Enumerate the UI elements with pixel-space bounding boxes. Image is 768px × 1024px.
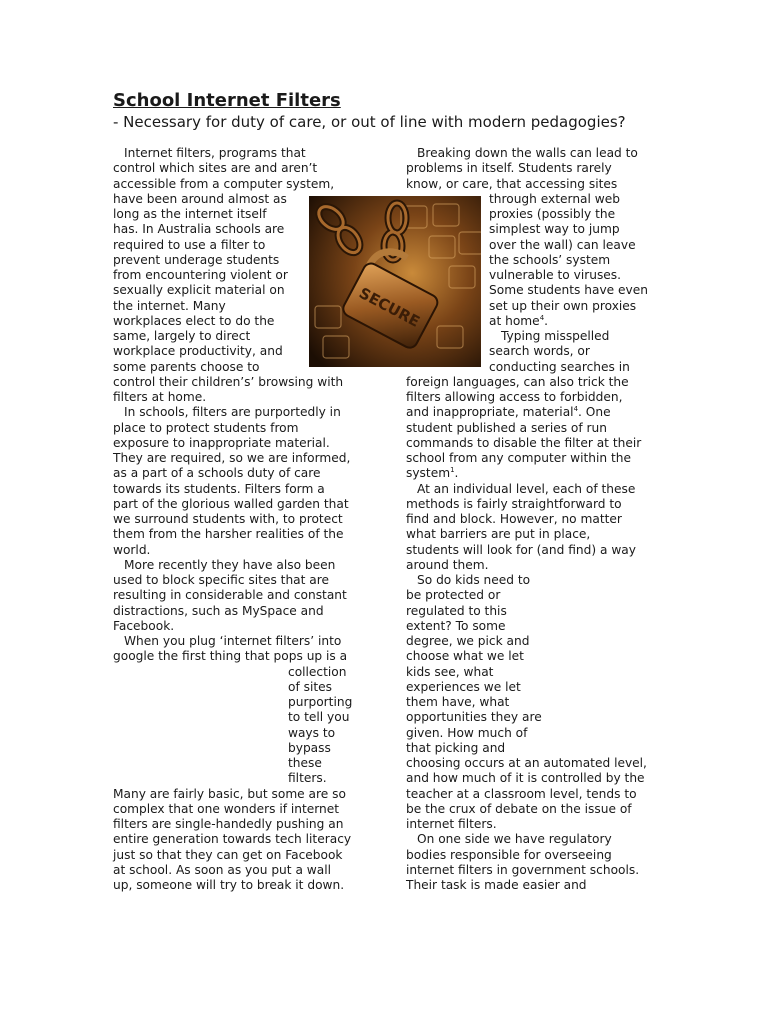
- footnote-marker: 4: [539, 314, 545, 322]
- text-line: system$^1$.: [406, 466, 459, 480]
- text-line: world.: [113, 543, 151, 557]
- text-line: entire generation towards tech literacy: [113, 832, 352, 846]
- text-line: complex that one wonders if internet: [113, 802, 340, 816]
- text-line: up, someone will try to break it down.: [113, 878, 345, 892]
- text-line: At an individual level, each of these: [417, 482, 636, 496]
- text-line: set up their own proxies: [489, 299, 637, 313]
- text-line: choose what we let: [406, 649, 524, 663]
- text-line: find and block. However, no matter: [406, 512, 622, 526]
- text-line: More recently they have also been: [124, 558, 336, 572]
- text-line: the internet. Many: [113, 299, 226, 313]
- text-line: over the wall) can leave: [489, 238, 636, 252]
- text-line: control which sites are and aren’t: [113, 161, 318, 175]
- text-line: search words, or: [489, 344, 590, 358]
- svg-text:SECURE: SECURE: [356, 283, 423, 331]
- text-line: problems in itself. Students rarely: [406, 161, 612, 175]
- text-line: filters are single-handedly pushing an: [113, 817, 344, 831]
- text-line: given. How much of: [406, 726, 528, 740]
- text-line: Facebook.: [113, 619, 175, 633]
- text-line: They are required, so we are informed,: [113, 451, 351, 465]
- text-line: When you plug ‘internet filters’ into: [124, 634, 342, 648]
- text-line: control their children’s’ browsing with: [113, 375, 344, 389]
- text-line: internet filters in government schools.: [406, 863, 640, 877]
- text-line: Some students have even: [489, 283, 648, 297]
- text-line: bypass: [288, 741, 331, 755]
- text-line: school from any computer within the: [406, 451, 631, 465]
- text-line: foreign languages, can also trick the: [406, 375, 629, 389]
- text-line: we surround students with, to protect: [113, 512, 343, 526]
- text-line: commands to disable the filter at their: [406, 436, 642, 450]
- text-line: conducting searches in: [489, 360, 630, 374]
- text-line: simplest way to jump: [489, 222, 620, 236]
- text-line: them have, what: [406, 695, 510, 709]
- text-line: students will look for (and find) a way: [406, 543, 636, 557]
- text-line: used to block specific sites that are: [113, 573, 329, 587]
- text-line: the schools’ system: [489, 253, 611, 267]
- text-line: just so that they can get on Facebook: [113, 848, 343, 862]
- text-line: and how much of it is controlled by the: [406, 771, 645, 785]
- article-title: School Internet Filters: [113, 90, 341, 111]
- text-line: towards its students. Filters form a: [113, 482, 325, 496]
- text-line: regulated to this: [406, 604, 507, 618]
- text-line: purporting: [288, 695, 353, 709]
- padlock-chain-icon: [309, 196, 481, 367]
- text-line: and inappropriate, material$^4$. One: [406, 405, 611, 419]
- text-line: Internet filters, programs that: [124, 146, 306, 160]
- text-line: workplace productivity, and: [113, 344, 283, 358]
- text-line: degree, we pick and: [406, 634, 530, 648]
- text-line: be protected or: [406, 588, 501, 602]
- text-line: filters.: [288, 771, 327, 785]
- text-line: same, largely to direct: [113, 329, 251, 343]
- text-line: methods is fairly straightforward to: [406, 497, 622, 511]
- text-line: distractions, such as MySpace and: [113, 604, 324, 618]
- text-line: them from the harsher realities of the: [113, 527, 344, 541]
- text-line: have been around almost as: [113, 192, 287, 206]
- text-line: of sites: [288, 680, 332, 694]
- text-line: to tell you: [288, 710, 350, 724]
- text-line: at home$^4$.: [489, 314, 549, 328]
- text-line: has. In Australia schools are: [113, 222, 285, 236]
- text-line: workplaces elect to do the: [113, 314, 275, 328]
- text-line: In schools, filters are purportedly in: [124, 405, 341, 419]
- padlock-photo: [309, 196, 481, 367]
- text-line: Many are fairly basic, but some are so: [113, 787, 346, 801]
- text-line: what barriers are put in place,: [406, 527, 591, 541]
- text-line: filters allowing access to forbidden,: [406, 390, 623, 404]
- text-line: proxies (possibly the: [489, 207, 616, 221]
- text-line: kids see, what: [406, 665, 494, 679]
- text-line: some parents choose to: [113, 360, 260, 374]
- text-line: through external web: [489, 192, 620, 206]
- text-line: google the first thing that pops up is a: [113, 649, 348, 663]
- text-line: required to use a filter to: [113, 238, 266, 252]
- text-line: filters at home.: [113, 390, 207, 404]
- text-line: prevent underage students: [113, 253, 280, 267]
- footnote-marker: 4: [573, 405, 579, 413]
- text-line: experiences we let: [406, 680, 521, 694]
- text-line: teacher at a classroom level, tends to: [406, 787, 637, 801]
- text-line: ways to: [288, 726, 336, 740]
- text-line: Their task is made easier and: [406, 878, 587, 892]
- text-line: extent? To some: [406, 619, 506, 633]
- text-line: that picking and: [406, 741, 506, 755]
- text-line: exposure to inappropriate material.: [113, 436, 330, 450]
- text-line: Breaking down the walls can lead to: [417, 146, 638, 160]
- text-line: resulting in considerable and constant: [113, 588, 347, 602]
- article-subtitle: - Necessary for duty of care, or out of line with modern pedagogies?: [113, 113, 626, 131]
- text-line: Typing misspelled: [501, 329, 610, 343]
- text-line: On one side we have regulatory: [417, 832, 612, 846]
- text-line: student published a series of run: [406, 421, 608, 435]
- text-line: place to protect students from: [113, 421, 299, 435]
- text-line: be the crux of debate on the issue of: [406, 802, 632, 816]
- text-line: around them.: [406, 558, 489, 572]
- text-line: accessible from a computer system,: [113, 177, 335, 191]
- text-line: sexually explicit material on: [113, 283, 285, 297]
- text-line: collection: [288, 665, 347, 679]
- text-line: as a part of a schools duty of care: [113, 466, 321, 480]
- text-line: from encountering violent or: [113, 268, 288, 282]
- text-line: opportunities they are: [406, 710, 542, 724]
- text-line: vulnerable to viruses.: [489, 268, 622, 282]
- footnote-marker: 1: [450, 466, 455, 474]
- text-line: know, or care, that accessing sites: [406, 177, 618, 191]
- text-line: part of the glorious walled garden that: [113, 497, 349, 511]
- text-line: bodies responsible for overseeing: [406, 848, 612, 862]
- text-line: these: [288, 756, 322, 770]
- text-line: So do kids need to: [417, 573, 531, 587]
- text-line: at school. As soon as you put a wall: [113, 863, 331, 877]
- text-line: internet filters.: [406, 817, 497, 831]
- text-line: long as the internet itself: [113, 207, 267, 221]
- text-line: choosing occurs at an automated level,: [406, 756, 647, 770]
